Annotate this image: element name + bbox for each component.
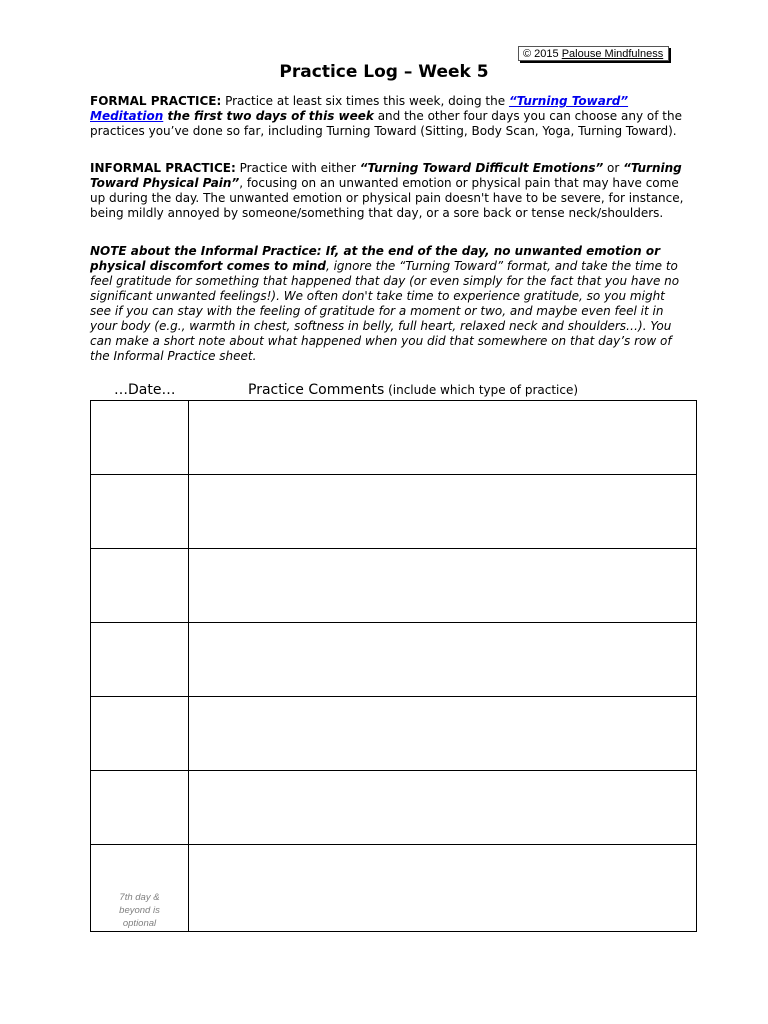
practice-log-table	[90, 400, 697, 932]
table-row	[91, 475, 697, 549]
informal-emphasis-emotions: “Turning Toward Difficult Emotions”	[359, 161, 604, 175]
note-bold: NOTE about the Informal Practice: If, at the end of the day, no unwanted emotion or physical discomfort comes to mind	[90, 244, 660, 273]
comments-cell[interactable]	[189, 771, 697, 845]
date-cell[interactable]	[91, 697, 189, 771]
informal-text-2: or	[603, 161, 624, 175]
comments-cell[interactable]	[189, 623, 697, 697]
comments-cell[interactable]	[189, 549, 697, 623]
note-paragraph	[90, 244, 686, 364]
formal-text-2: and the other four days you can choose any of the practices you’ve done so far, including Turning Toward (Sitting, Body Scan, Yoga, Turning Toward).	[90, 109, 682, 138]
comments-cell[interactable]	[189, 845, 697, 932]
date-cell[interactable]	[91, 475, 189, 549]
date-column-header: …Date…	[114, 382, 176, 398]
formal-practice-label: FORMAL PRACTICE:	[90, 94, 222, 108]
date-cell[interactable]	[91, 623, 189, 697]
copyright-box	[518, 46, 669, 61]
comments-header-sub: (include which type of practice)	[384, 383, 579, 397]
comments-header-main: Practice Comments	[248, 382, 385, 398]
copyright-symbol: ©	[523, 48, 532, 60]
informal-practice-label: INFORMAL PRACTICE:	[90, 161, 236, 175]
table-row	[91, 549, 697, 623]
table-row	[91, 697, 697, 771]
formal-emphasis: the first two days of this week	[163, 109, 374, 123]
date-cell[interactable]	[91, 845, 189, 932]
date-cell[interactable]	[91, 771, 189, 845]
table-row	[91, 845, 697, 932]
informal-practice-paragraph	[90, 161, 686, 221]
copyright-org-link[interactable]: Palouse Mindfulness	[561, 48, 664, 60]
date-cell[interactable]	[91, 549, 189, 623]
page-title: Practice Log – Week 5	[279, 62, 489, 82]
turning-toward-meditation-link[interactable]: “Turning Toward” Meditation	[90, 94, 629, 123]
informal-text-3: , focusing on an unwanted emotion or physical pain that may have come up during the day. The unwanted emotion or physical pain doesn't have to be severe, for instance, being mildly annoyed by someone/something that day, or a sore back or tense neck/shoulders.	[90, 176, 684, 220]
note-text: , ignore the “Turning Toward” format, and take the time to feel gratitude for something that happened that day (or even simply for the fact that you have no significant unwanted feelings!). We often don't take time to experience gratitude, so you might see if you can stay with the feeling of gratitude for a moment or two, and maybe even feel it in your body (e.g., warmth in chest, softness in belly, full heart, relaxed neck and shoulders…). You can make a short note about what happened when you did that somewhere on that day’s row of the Informal Practice sheet.	[90, 259, 680, 363]
formal-practice-paragraph	[90, 94, 686, 139]
informal-text-1: Practice with either	[235, 161, 360, 175]
table-row	[91, 771, 697, 845]
comments-column-header	[248, 382, 578, 398]
comments-cell[interactable]	[189, 475, 697, 549]
date-cell[interactable]	[91, 401, 189, 475]
formal-text-1: Practice at least six times this week, doing the	[221, 94, 509, 108]
comments-cell[interactable]	[189, 697, 697, 771]
comments-cell[interactable]	[189, 401, 697, 475]
copyright-year: 2015	[534, 48, 559, 60]
table-row	[91, 623, 697, 697]
table-row	[91, 401, 697, 475]
optional-day-note: 7th day & beyond is optional	[119, 892, 160, 929]
informal-emphasis-pain: “Turning Toward Physical Pain”	[90, 161, 682, 190]
